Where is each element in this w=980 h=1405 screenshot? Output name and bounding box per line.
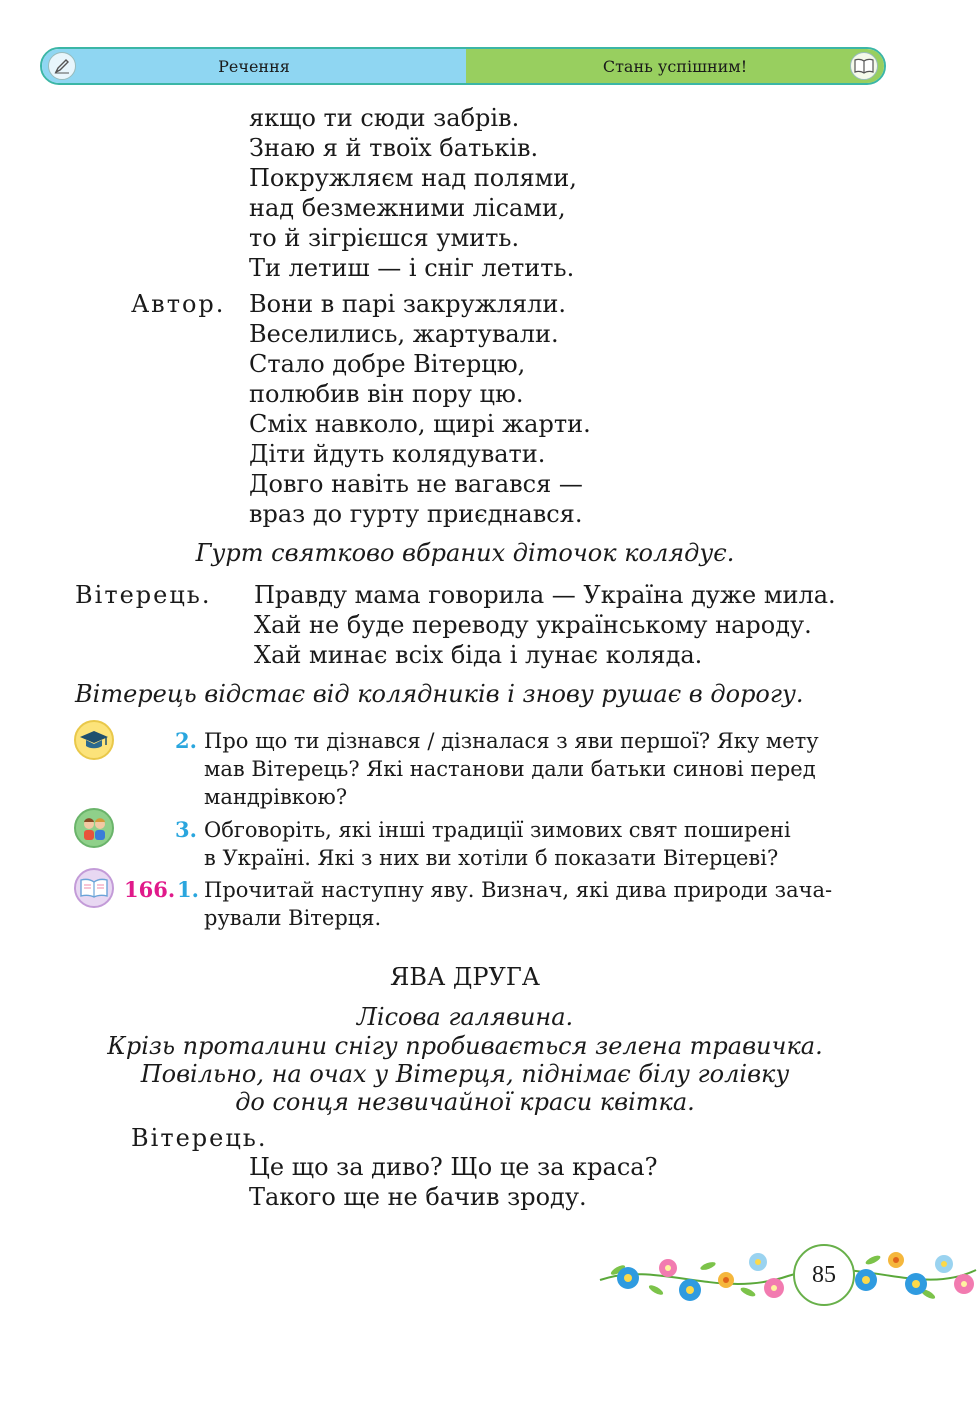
page-number: 85 xyxy=(793,1244,855,1306)
scene-setting-line: до сонця незвичайної краси квітка. xyxy=(235,1088,695,1116)
verse-line: полюбив він пору цю. xyxy=(249,380,524,408)
task-number: 1. xyxy=(177,877,199,902)
verse-line: враз до гурту приєднався. xyxy=(249,500,583,528)
header-section-success xyxy=(466,49,884,83)
task-text-line: в Україні. Які з них ви хотіли б показати Вітерцеві? xyxy=(204,846,779,870)
task-text-line: мав Вітерець? Які настанови дали батьки синові перед xyxy=(204,757,816,781)
verse-line: Правду мама говорила — Україна дуже мила. xyxy=(254,581,836,609)
verse-line: над безмежними лісами, xyxy=(249,194,566,222)
flower-garland-icon xyxy=(598,1240,978,1312)
header-bar xyxy=(40,47,886,85)
pen-icon xyxy=(48,52,76,80)
header-section-sentence xyxy=(42,49,466,83)
verse-line: Це що за диво? Що це за краса? xyxy=(249,1153,658,1181)
book-icon xyxy=(850,52,878,80)
header-right-label: Стань успішним! xyxy=(602,56,748,76)
verse-line: Хай не буде переводу українському народу. xyxy=(254,611,812,639)
verse-line: Хай минає всіх біда і лунає коляда. xyxy=(254,641,703,669)
speaker-author: Автор. xyxy=(131,290,226,318)
scene-title: ЯВА ДРУГА xyxy=(390,963,540,991)
task-text-line: рували Вітерця. xyxy=(204,906,382,930)
verse-line: то й зігрієшся умить. xyxy=(249,224,520,252)
children-icon xyxy=(74,808,114,848)
stage-direction: Гурт святково вбраних діточок колядує. xyxy=(195,539,735,567)
verse-line: Діти йдуть колядувати. xyxy=(249,440,546,468)
task-number: 2. xyxy=(175,728,197,753)
verse-line: Ти летиш — і сніг летить. xyxy=(249,254,575,282)
verse-line: Покружляєм над полями, xyxy=(249,164,577,192)
graduation-cap-icon xyxy=(74,720,114,760)
scene-setting-line: Лісова галявина. xyxy=(356,1003,574,1031)
scene-setting-line: Крізь проталини снігу пробивається зелена травичка. xyxy=(107,1032,823,1060)
verse-line: якщо ти сюди забрів. xyxy=(249,104,520,132)
verse-line: Стало добре Вітерцю, xyxy=(249,350,526,378)
verse-line: Довго навіть не вагався — xyxy=(249,470,583,498)
task-text-line: Прочитай наступну яву. Визнач, які дива природи зача- xyxy=(204,878,833,902)
scene-setting-line: Повільно, на очах у Вітерця, піднімає білу голівку xyxy=(140,1060,790,1088)
task-text-line: Обговоріть, які інші традиції зимових свят поширені xyxy=(204,818,791,842)
speaker-viterets: Вітерець. xyxy=(75,581,212,609)
task-text-line: Про що ти дізнався / дізналася з яви першої? Яку мету xyxy=(204,729,819,753)
stage-direction: Вітерець відстає від колядників і знову рушає в дорогу. xyxy=(75,680,804,708)
verse-line: Такого ще не бачив зроду. xyxy=(249,1183,587,1211)
exercise-number: 166. xyxy=(124,877,176,902)
verse-line: Вони в парі закружляли. xyxy=(249,290,567,318)
speaker-viterets: Вітерець. xyxy=(131,1124,268,1152)
verse-line: Знаю я й твоїх батьків. xyxy=(249,134,539,162)
task-number: 3. xyxy=(175,817,197,842)
verse-line: Веселились, жартували. xyxy=(249,320,559,348)
header-left-label: Речення xyxy=(218,56,290,76)
verse-line: Сміх навколо, щирі жарти. xyxy=(249,410,591,438)
task-text-line: мандрівкою? xyxy=(204,785,348,809)
open-book-icon xyxy=(74,868,114,908)
